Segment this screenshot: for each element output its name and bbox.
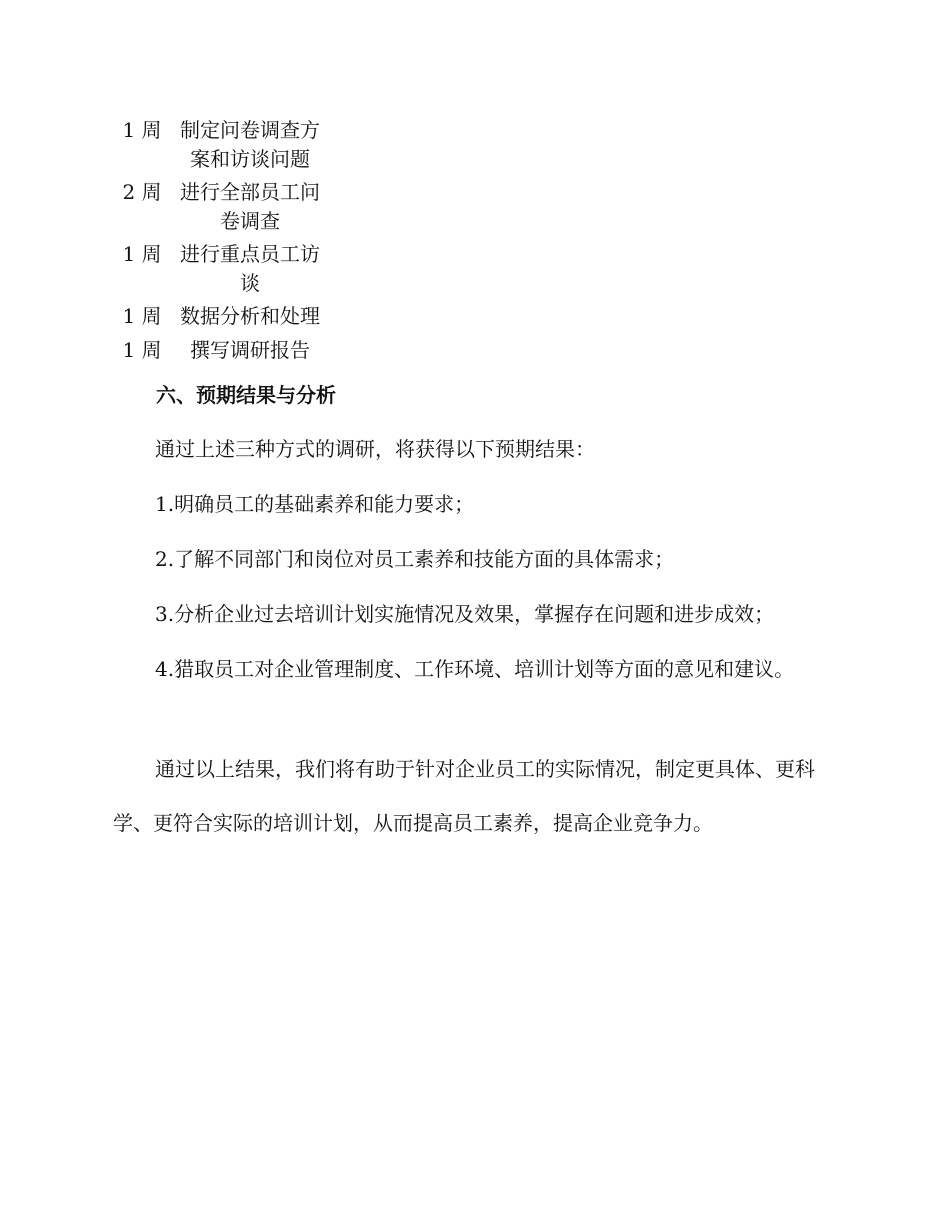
schedule-task-line: 谈 <box>240 271 260 295</box>
schedule-row <box>114 240 344 302</box>
schedule-task-line: 案和访谈问题 <box>190 147 310 171</box>
schedule-task <box>170 116 330 174</box>
schedule-row <box>114 336 344 370</box>
schedule-task <box>170 240 330 298</box>
section-heading: 六、预期结果与分析 <box>156 383 336 407</box>
schedule-table <box>114 116 344 370</box>
schedule-task-line: 进行全部员工问 <box>180 180 320 204</box>
intro-paragraph: 通过上述三种方式的调研，将获得以下预期结果： <box>155 437 595 461</box>
schedule-task-line: 制定问卷调查方 <box>180 118 320 142</box>
schedule-duration: 1 周 <box>122 118 162 142</box>
result-item: 2.了解不同部门和岗位对员工素养和技能方面的具体需求； <box>155 547 675 571</box>
schedule-row <box>114 116 344 178</box>
schedule-row <box>114 178 344 240</box>
result-item: 4.猎取员工对企业管理制度、工作环境、培训计划等方面的意见和建议。 <box>155 657 795 681</box>
schedule-duration: 1 周 <box>122 242 162 266</box>
schedule-task-line: 卷调查 <box>220 209 280 233</box>
result-item: 3.分析企业过去培训计划实施情况及效果，掌握存在问题和进步成效； <box>155 602 775 626</box>
schedule-task-line: 撰写调研报告 <box>190 338 310 362</box>
schedule-duration: 1 周 <box>122 338 162 362</box>
schedule-duration: 1 周 <box>122 304 162 328</box>
schedule-task <box>170 336 330 365</box>
schedule-task <box>170 302 330 331</box>
schedule-row <box>114 302 344 336</box>
schedule-task <box>170 178 330 236</box>
schedule-task-line: 数据分析和处理 <box>180 304 320 328</box>
schedule-duration: 2 周 <box>122 180 162 204</box>
result-item: 1.明确员工的基础素养和能力要求； <box>155 492 475 516</box>
conclusion-paragraph: 通过以上结果，我们将有助于针对企业员工的实际情况，制定更具体、更科学、更符合实际的培训计划，从而提高员工素养，提高企业竞争力。 <box>113 757 815 835</box>
schedule-task-line: 进行重点员工访 <box>180 242 320 266</box>
